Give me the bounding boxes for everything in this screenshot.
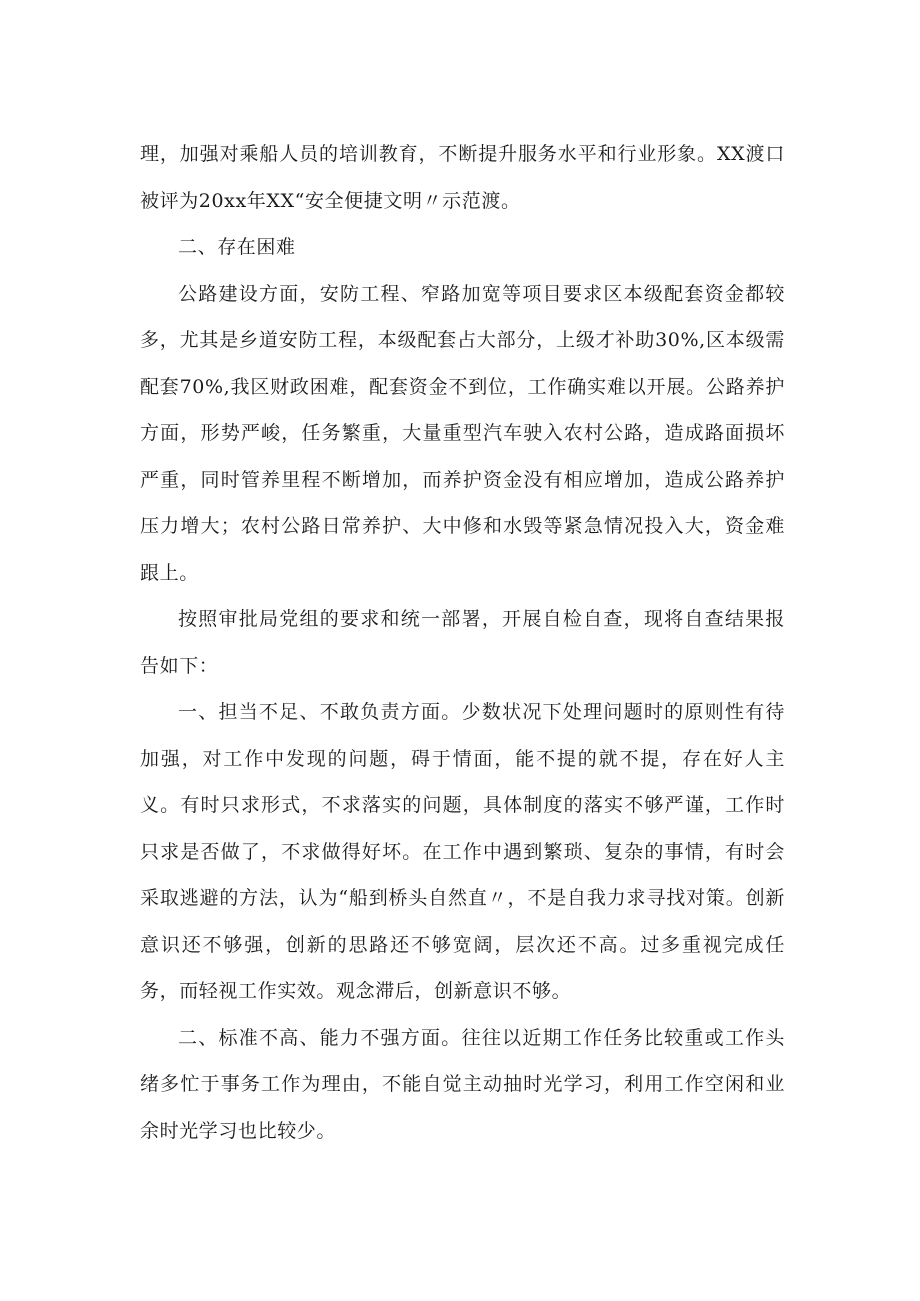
paragraph-road-construction: 公路建设方面，安防工程、窄路加宽等项目要求区本级配套资金都较多，尤其是乡道安防工程，本级配套占大部分，上级才补助30%,区本级需配套70%,我区财政困难，配套资金不到位，工作确实难以开展。公路养护方面，形势严峻，任务繁重，大量重型汽车驶入农村公路，造成路面损坏严重，同时管养里程不断增加，而养护资金没有相应增加，造成公路养护压力增大；农村公路日常养护、大中修和水毁等紧急情况投入大，资金难跟上。 (140, 282, 785, 584)
paragraph-standards-ability: 二、标准不高、能力不强方面。往往以近期工作任务比较重或工作头绪多忙于事务工作为理由，不能自觉主动抽时光学习，利用工作空闲和业余时光学习也比较少。 (140, 1026, 785, 1142)
paragraph-responsibility: 一、担当不足、不敢负责方面。少数状况下处理问题时的原则性有待加强，对工作中发现的问题，碍于情面，能不提的就不提，存在好人主义。有时只求形式，不求落实的问题，具体制度的落实不够严谨，工作时只求是否做了，不求做得好坏。在工作中遇到繁琐、复杂的事情，有时会采取逃避的方法，认为“船到桥头自然直〃，不是自我力求寻找对策。创新意识还不够强，创新的思路还不够宽阔，层次还不高。过多重视完成任务，而轻视工作实效。观念滞后，创新意识不够。 (140, 701, 785, 1002)
document-body (140, 131, 785, 1154)
paragraph-continuation: 理，加强对乘船人员的培训教育，不断提升服务水平和行业形象。XX渡口被评为20xx年XX“安全便捷文明〃示范渡。 (140, 143, 785, 212)
section-heading-difficulties: 二、存在困难 (178, 236, 296, 258)
paragraph-self-inspection-intro: 按照审批局党组的要求和统一部署，开展自检自查，现将自查结果报告如下： (140, 608, 785, 677)
